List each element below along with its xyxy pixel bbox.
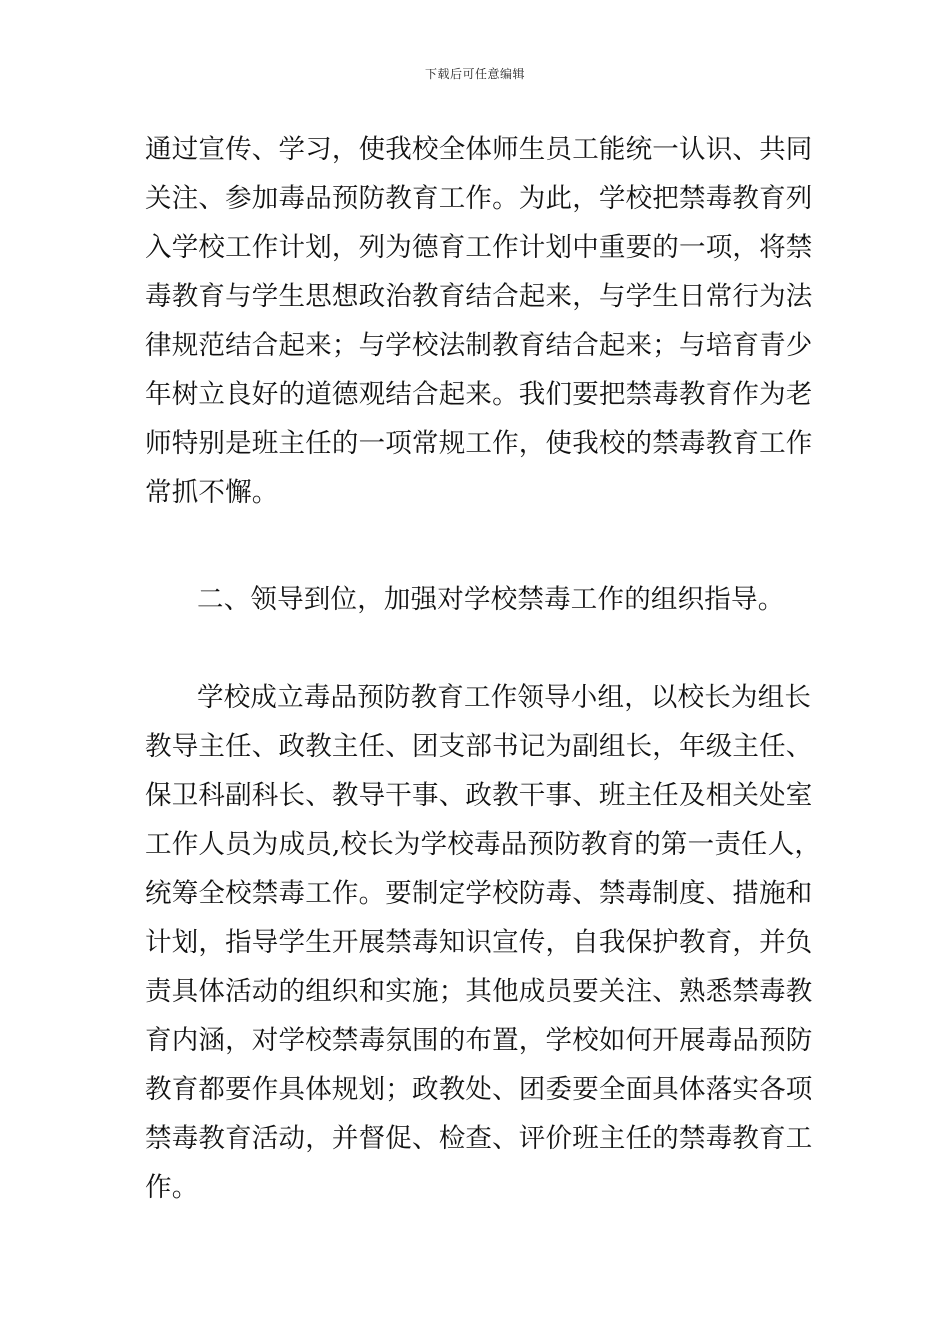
- paragraph-line: 责具体活动的组织和实施；其他成员要关注、熟悉禁毒教: [145, 976, 813, 1007]
- paragraph-line: 入学校工作计划，列为德育工作计划中重要的一项，将禁: [145, 232, 813, 263]
- paragraph-line: 教育都要作具体规划；政教处、团委要全面具体落实各项: [145, 1074, 813, 1105]
- section-heading: 二、领导到位，加强对学校禁毒工作的组织指导。: [197, 584, 785, 615]
- page-header: 下载后可任意编辑: [424, 67, 525, 81]
- paragraph-line: 关注、参加毒品预防教育工作。为此，学校把禁毒教育列: [145, 183, 813, 214]
- paragraph-line: 计划，指导学生开展禁毒知识宣传，自我保护教育，并负: [145, 927, 813, 958]
- paragraph-line: 教导主任、政教主任、团支部书记为副组长，年级主任、: [145, 731, 813, 762]
- paragraph-line: 律规范结合起来；与学校法制教育结合起来；与培育青少: [145, 330, 813, 361]
- paragraph-line: 禁毒教育活动，并督促、检查、评价班主任的禁毒教育工: [145, 1123, 813, 1154]
- paragraph-line: 学校成立毒品预防教育工作领导小组，以校长为组长: [197, 682, 812, 713]
- paragraph-line: 师特别是班主任的一项常规工作，使我校的禁毒教育工作: [145, 428, 813, 459]
- paragraph-line: 统筹全校禁毒工作。要制定学校防毒、禁毒制度、措施和: [145, 878, 813, 909]
- paragraph-line: 年树立良好的道德观结合起来。我们要把禁毒教育作为老: [145, 379, 813, 410]
- paragraph-line: 育内涵，对学校禁毒氛围的布置，学校如何开展毒品预防: [145, 1025, 813, 1056]
- paragraph-line: 保卫科副科长、教导干事、政教干事、班主任及相关处室: [145, 780, 813, 811]
- paragraph-line: 工作人员为成员,校长为学校毒品预防教育的第一责任人，: [145, 829, 822, 860]
- paragraph-line: 通过宣传、学习，使我校全体师生员工能统一认识、共同: [145, 134, 813, 165]
- paragraph-line: 常抓不懈。: [145, 477, 279, 508]
- paragraph-line: 毒教育与学生思想政治教育结合起来，与学生日常行为法: [145, 281, 813, 312]
- paragraph-line: 作。: [145, 1172, 199, 1203]
